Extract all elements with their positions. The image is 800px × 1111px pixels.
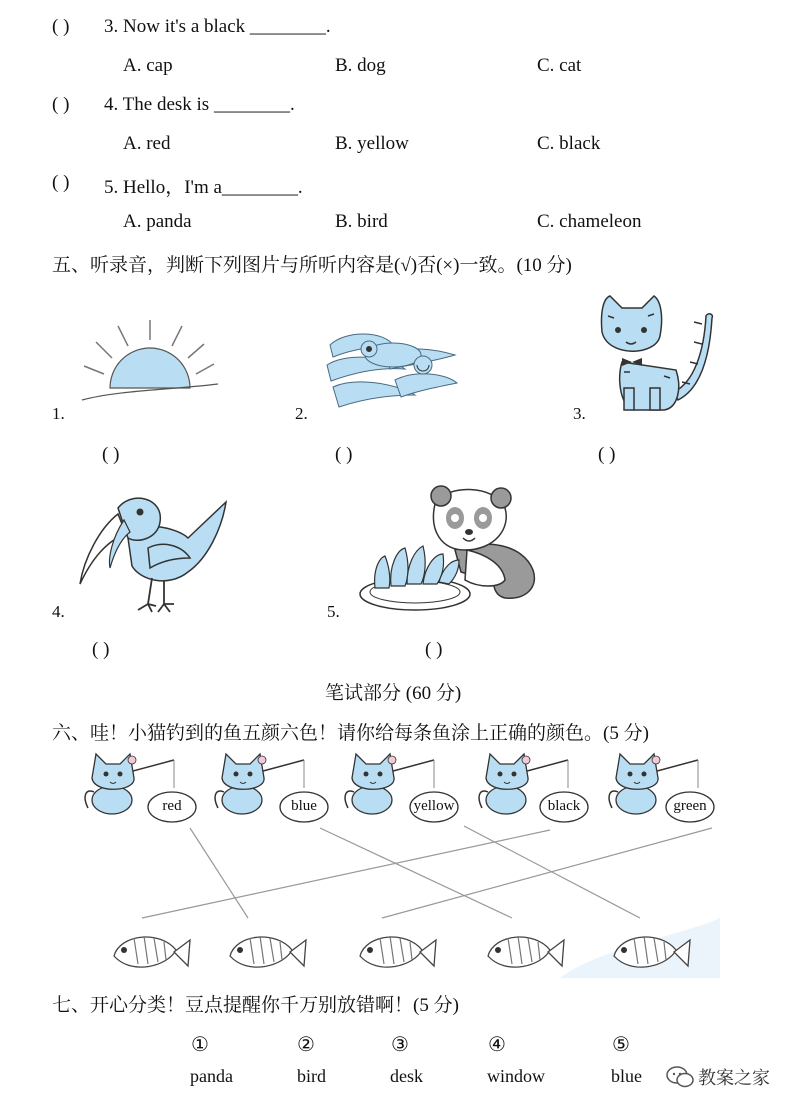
q5-option-c: C. chameleon: [537, 211, 642, 232]
mark-1: ①: [191, 1034, 209, 1056]
q4-option-c: C. black: [537, 133, 601, 154]
word-desk: desk: [390, 1066, 423, 1086]
cat-icon: [594, 292, 714, 416]
question-3-text: 3. Now it's a black ________.: [104, 16, 331, 37]
fish-label-green: green: [673, 798, 707, 814]
section5-item-2-paren: ( ): [335, 444, 353, 465]
fish-3: [360, 936, 436, 967]
q3-option-c: C. cat: [537, 55, 582, 76]
section5-item-3-paren: ( ): [598, 444, 616, 465]
question-4-text: 4. The desk is ________.: [104, 94, 295, 115]
section5-item-5-paren: ( ): [425, 639, 443, 660]
word-window: window: [487, 1066, 545, 1086]
word-bird: bird: [297, 1066, 326, 1086]
answer-paren-q3: ( ): [52, 16, 70, 37]
written-part-heading: 笔试部分 (60 分): [325, 683, 462, 704]
fish-4: [488, 936, 564, 967]
wechat-icon: [666, 1066, 694, 1088]
q3-option-b: B. dog: [335, 55, 386, 76]
bird-icon: [78, 488, 228, 616]
section5-item-4-number: 4.: [52, 602, 65, 621]
section5-item-4-paren: ( ): [92, 639, 110, 660]
section5-item-5-number: 5.: [327, 602, 340, 621]
panda-icon: [355, 484, 540, 616]
q4-option-b: B. yellow: [335, 133, 409, 154]
section5-title: 五、听录音，判断下列图片与所听内容是(√)否(×)一致。(10 分): [52, 255, 572, 276]
mark-3: ③: [391, 1034, 409, 1056]
fish-label-red: red: [162, 798, 182, 814]
section5-item-3-number: 3.: [573, 404, 586, 423]
fish-2: [230, 936, 306, 967]
section5-item-1-number: 1.: [52, 404, 65, 423]
word-blue: blue: [611, 1066, 642, 1086]
section6-title: 六、哇！小猫钓到的鱼五颜六色！请你给每条鱼涂上正确的颜色。(5 分): [52, 723, 649, 744]
answer-paren-q5: ( ): [52, 172, 70, 193]
cat-fish-matching-figure: [80, 748, 720, 983]
fish-label-black: black: [547, 798, 581, 814]
answer-paren-q4: ( ): [52, 94, 70, 115]
sun-icon: [80, 318, 220, 408]
section7-title: 七、开心分类！豆点提醒你千万别放错啊！(5 分): [52, 995, 459, 1016]
word-panda: panda: [190, 1066, 233, 1086]
question-5-text: 5. Hello，I'm a________.: [104, 177, 303, 198]
q5-option-b: B. bird: [335, 211, 388, 232]
q5-option-a: A. panda: [123, 211, 192, 232]
q3-option-a: A. cap: [123, 55, 173, 76]
mark-4: ④: [488, 1034, 506, 1056]
watermark-text: 教案之家: [698, 1068, 770, 1089]
q4-option-a: A. red: [123, 133, 171, 154]
chameleon-icon: [325, 325, 460, 413]
fish-label-yellow: yellow: [413, 798, 455, 814]
mark-5: ⑤: [612, 1034, 630, 1056]
section5-item-1-paren: ( ): [102, 444, 120, 465]
fish-label-blue: blue: [291, 798, 317, 814]
section5-item-2-number: 2.: [295, 404, 308, 423]
fish-1: [114, 936, 190, 967]
mark-2: ②: [297, 1034, 315, 1056]
